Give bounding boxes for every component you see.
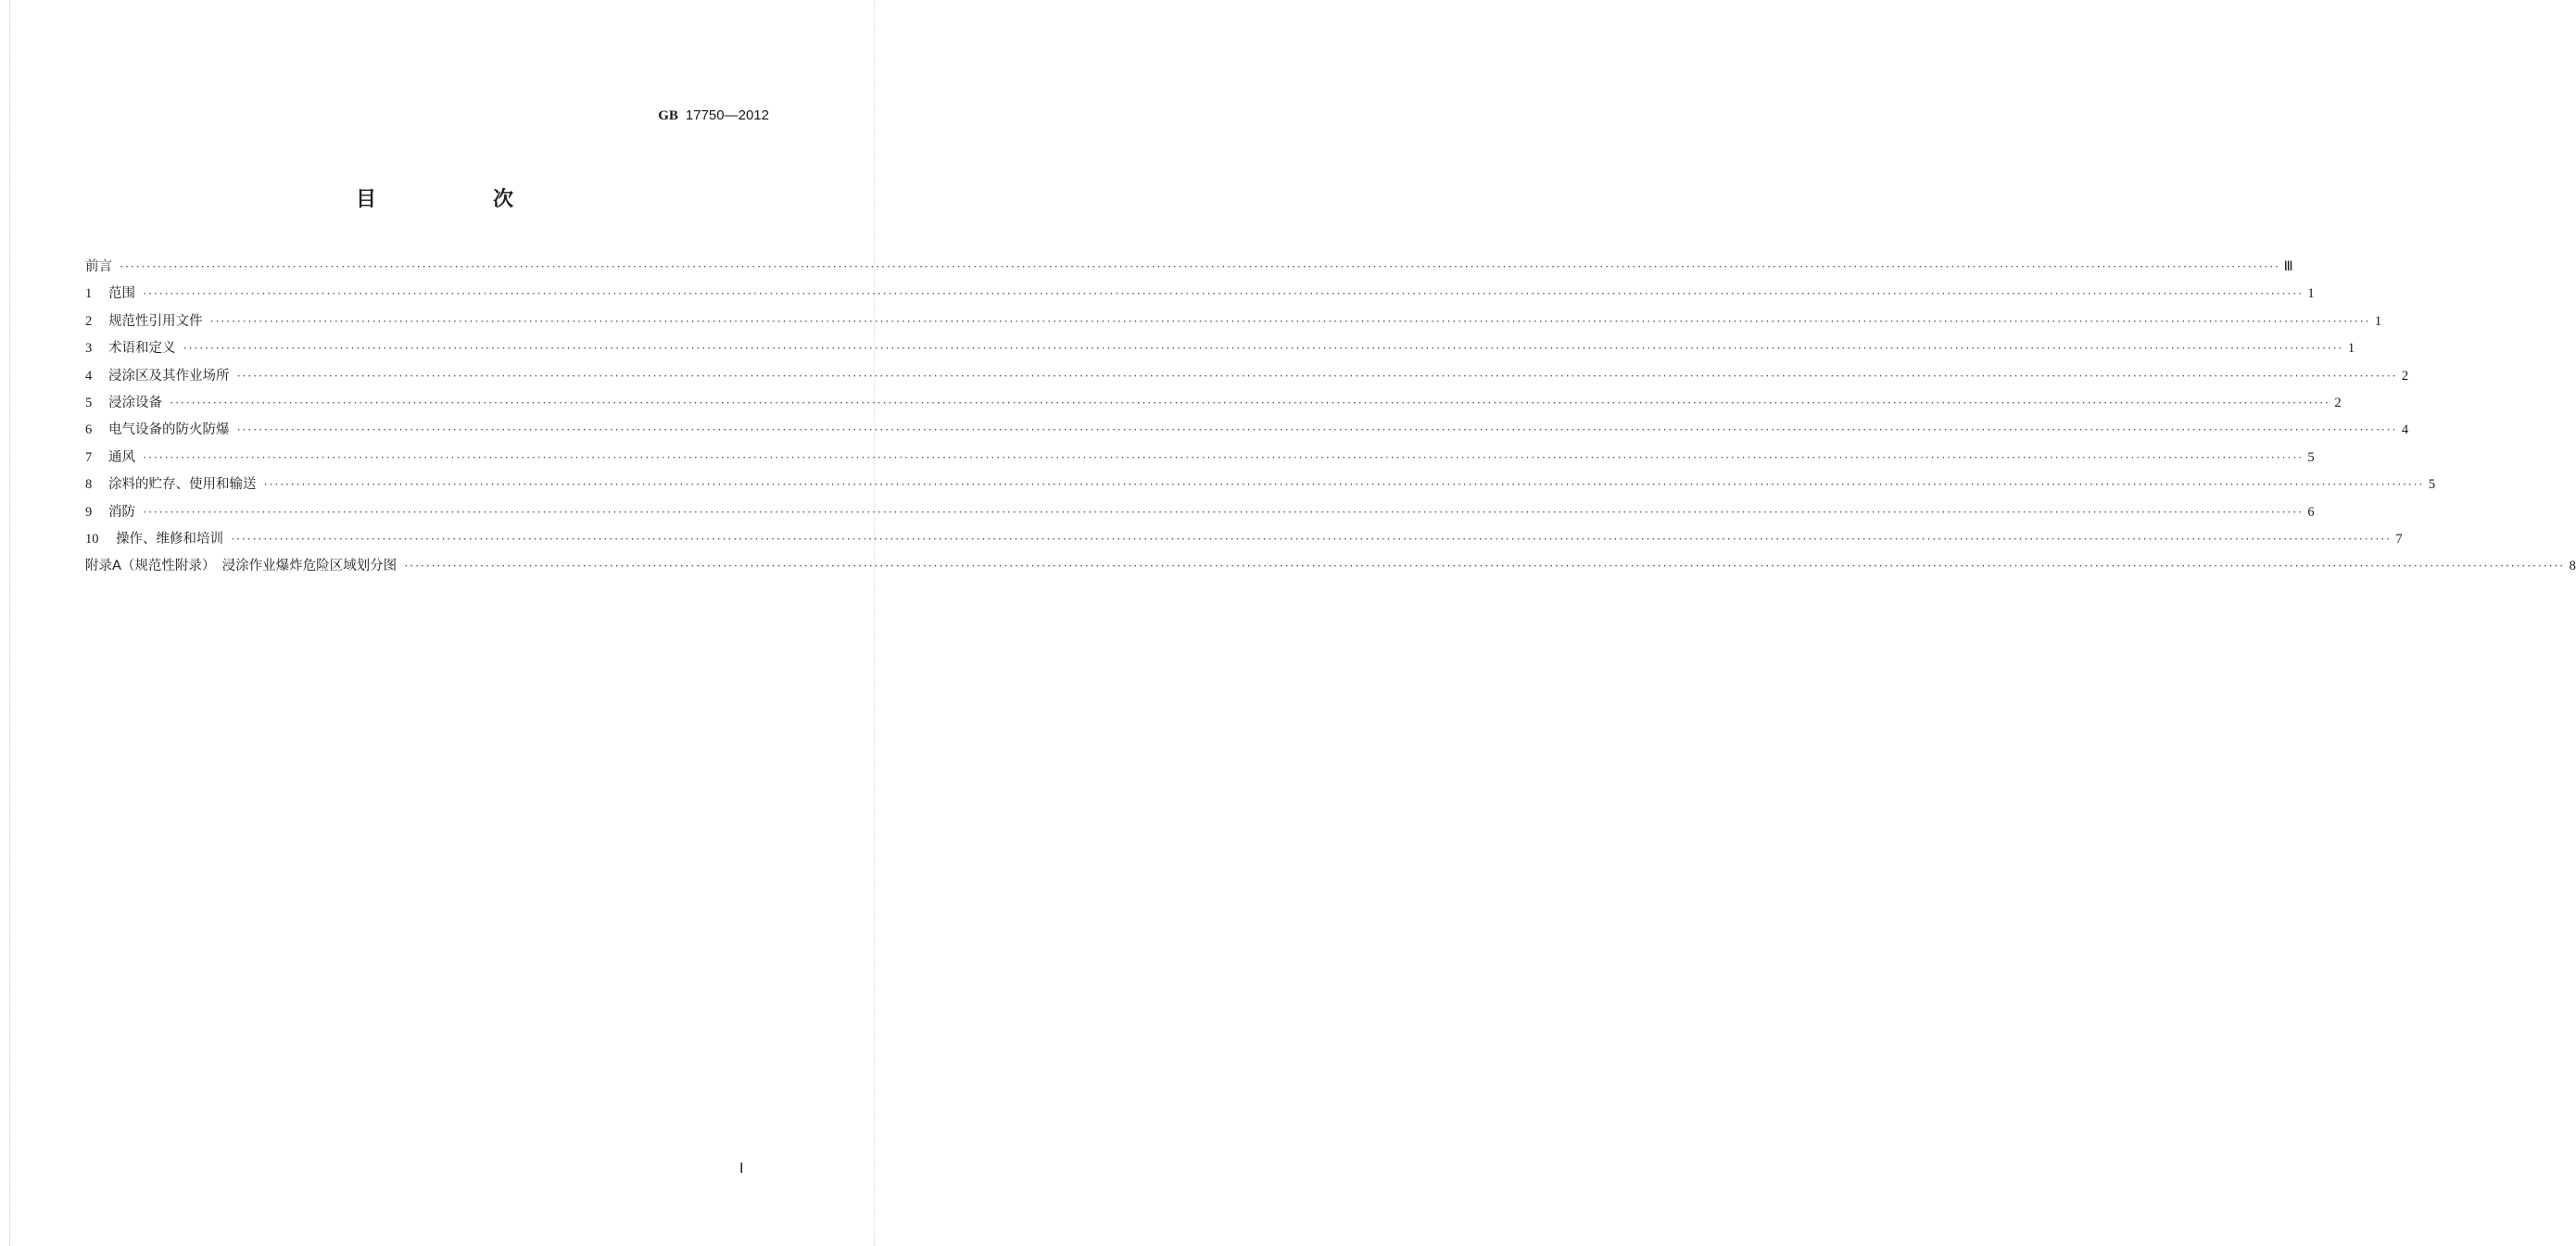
- toc-entry-number: 10: [85, 531, 99, 547]
- toc-entry-title: 通风: [108, 449, 135, 465]
- toc-entry-page: 4: [2401, 422, 2409, 438]
- toc-entry[interactable]: [85, 283, 2315, 309]
- toc-leader-dots: ················································································································································································································································································································································································································: [236, 368, 2398, 383]
- toc-entry-page: 2: [2401, 368, 2409, 384]
- toc-entry-title: 规范性引用文件: [108, 313, 203, 329]
- toc-entry-number: 4: [85, 368, 93, 384]
- toc-entry[interactable]: [85, 473, 2436, 500]
- toc-leader-dots: ················································································································································································································································································································································································································: [209, 313, 2371, 328]
- toc-leader-dots: ················································································································································································································································································································································································································: [143, 504, 2304, 519]
- toc-entry-page: 7: [2395, 531, 2403, 547]
- toc-entry-page: Ⅲ: [2283, 259, 2293, 274]
- toc-entry-title: 电气设备的防火防爆: [108, 422, 230, 438]
- toc-entry-number: 8: [85, 477, 93, 493]
- toc-entry[interactable]: [85, 555, 2576, 582]
- toc-entry-page: 5: [2307, 449, 2315, 465]
- toc-entry-title: 浸涂区及其作业场所: [108, 368, 230, 384]
- toc-leader-dots: ················································································································································································································································································································································································································: [404, 559, 2565, 573]
- toc-entry-number: 3: [85, 341, 93, 357]
- toc-entry-page: 8: [2569, 559, 2576, 574]
- toc-entry[interactable]: [85, 256, 2293, 283]
- toc-entry-number: 9: [85, 504, 93, 520]
- toc-entry[interactable]: [85, 447, 2315, 473]
- toc-entry-page: 1: [2374, 313, 2382, 329]
- toc-entry-page: 6: [2307, 504, 2315, 520]
- toc-entry-number: 2: [85, 313, 93, 329]
- toc-entry-number: 7: [85, 449, 93, 465]
- toc-leader-dots: ················································································································································································································································································································································································································: [183, 341, 2344, 356]
- standard-prefix: GB: [658, 108, 678, 123]
- toc-entry-title: 涂料的贮存、使用和输送: [108, 477, 257, 493]
- toc-entry[interactable]: [85, 392, 2342, 419]
- toc-entry-number: 1: [85, 286, 93, 302]
- toc-leader-dots: ················································································································································································································································································································································································································: [236, 422, 2398, 437]
- page-number: Ⅰ: [739, 1162, 744, 1177]
- standard-number: 17750—2012: [685, 107, 769, 123]
- toc-entry-page: 1: [2307, 286, 2315, 302]
- table-of-contents: [85, 256, 2576, 583]
- toc-entry-title: 范围: [108, 286, 135, 302]
- toc-entry-number: 6: [85, 422, 93, 438]
- toc-leader-dots: ················································································································································································································································································································································································································: [263, 477, 2425, 492]
- toc-entry-page: 1: [2347, 341, 2355, 357]
- toc-entry-page: 2: [2334, 395, 2342, 410]
- toc-leader-dots: ················································································································································································································································································································································································································: [143, 286, 2304, 301]
- toc-entry[interactable]: [85, 310, 2382, 337]
- toc-entry-number: 5: [85, 395, 93, 410]
- toc-entry-title: 前言: [85, 259, 112, 274]
- toc-leader-dots: ················································································································································································································································································································································································································: [143, 449, 2304, 464]
- standard-code: [658, 107, 769, 124]
- toc-entry-title: 操作、维修和培训: [116, 531, 223, 547]
- toc-entry[interactable]: [85, 365, 2409, 392]
- toc-leader-dots: ················································································································································································································································································································································································································: [120, 259, 2280, 273]
- page-title: 目 次: [355, 188, 562, 211]
- toc-entry-title: 浸涂设备: [108, 395, 162, 410]
- toc-entry[interactable]: [85, 528, 2403, 555]
- toc-leader-dots: ················································································································································································································································································································································································································: [170, 395, 2330, 409]
- toc-entry[interactable]: [85, 419, 2409, 446]
- toc-entry[interactable]: [85, 501, 2315, 528]
- toc-entry-title: 消防: [108, 504, 135, 520]
- toc-entry-title: 术语和定义: [108, 341, 176, 357]
- toc-entry-title: 附录A（规范性附录） 浸涂作业爆炸危险区域划分图: [85, 559, 398, 574]
- toc-entry-page: 5: [2428, 477, 2436, 493]
- toc-entry[interactable]: [85, 337, 2355, 364]
- toc-leader-dots: ················································································································································································································································································································································································································: [231, 531, 2392, 546]
